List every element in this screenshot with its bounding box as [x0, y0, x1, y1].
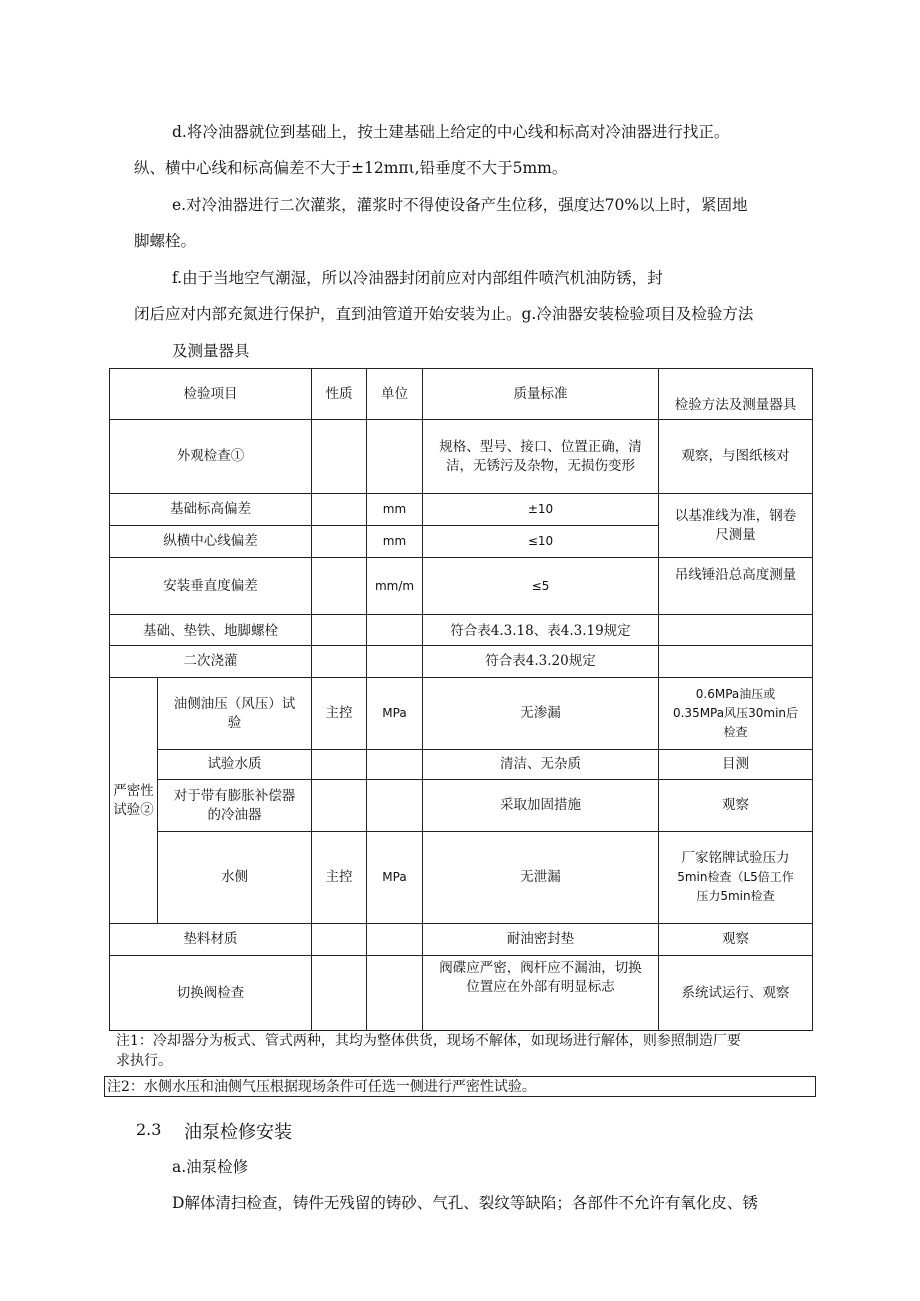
table-row	[110, 678, 813, 750]
cell-item: 切换阀检查	[110, 956, 312, 1031]
cell-item: 基础标高偏差	[110, 494, 312, 526]
cell-item: 对于带有膨胀补偿器 的冷油器	[158, 780, 312, 832]
cell-standard: 规格、型号、接口、位置正确，清 洁，无锈污及杂物，无损伤变形	[423, 420, 659, 494]
cell-standard: ≤5	[423, 558, 659, 615]
subsection-a: a.油泵检修	[172, 1158, 249, 1176]
cell-item: 垫料材质	[110, 924, 312, 956]
cell-method: 0.6MPa油压或 0.35MPa风压30min后 检查	[659, 678, 813, 750]
paragraph-e-cont: 脚螺栓。	[134, 232, 197, 250]
cell-method: 观察	[659, 924, 813, 956]
cell-item: 水侧	[158, 832, 312, 924]
table-row	[110, 420, 813, 494]
paragraph-e: e.对冷油器进行二次灌浆，灌浆时不得使设备产生位移，强度达70%以上时，紧固地	[172, 196, 748, 214]
cell-item: 二次浇灌	[110, 646, 312, 678]
cell-standard: 符合表4.3.20规定	[423, 646, 659, 678]
cell-standard: 采取加固措施	[423, 780, 659, 832]
note-2: 注2：水侧水压和油侧气压根据现场条件可任选一侧进行严密性试验。	[104, 1076, 816, 1097]
table-row	[110, 558, 813, 615]
cell-item: 基础、垫铁、地脚螺栓	[110, 615, 312, 646]
cell-item: 安装垂直度偏差	[110, 558, 312, 615]
header-nature: 性质	[312, 369, 367, 420]
paragraph-d-cont: 纵、横中心线和标高偏差不大于±12mπι,铅垂度不大于5mm。	[134, 159, 568, 177]
header-item: 检验项目	[110, 369, 312, 420]
cell-method: 以基准线为准，钢卷 尺测量	[659, 494, 813, 558]
cell-method: 观察，与图纸核对	[659, 420, 813, 494]
paragraph-d: d.将冷油器就位到基础上，按土建基础上给定的中心线和标高对冷油器进行找正。	[172, 123, 730, 141]
table-row	[110, 832, 813, 924]
header-standard: 质量标准	[423, 369, 659, 420]
cell-nature: 主控	[312, 678, 367, 750]
paragraph-f: f.由于当地空气潮湿，所以冷油器封闭前应对内部组件喷汽机油防锈，封	[172, 269, 663, 287]
cell-item: 外观检查①	[110, 420, 312, 494]
cell-unit: mm/m	[367, 558, 423, 615]
table-row	[110, 494, 813, 526]
paragraph-d-inspection: D解体清扫检查，铸件无残留的铸砂、气孔、裂纹等缺陷；各部件不允许有氧化皮、锈	[172, 1194, 758, 1212]
cell-standard: ±10	[423, 494, 659, 526]
cell-unit: mm	[367, 526, 423, 558]
tightness-group-cell: 严密性 试验②	[110, 678, 158, 924]
cell-unit: MPa	[367, 832, 423, 924]
note-1: 注1：冷却器分为板式、管式两种，其均为整体供货，现场不解体，如现场进行解体，则参照制造厂要 求执行。	[116, 1033, 741, 1069]
table-row	[110, 615, 813, 646]
cell-unit: mm	[367, 494, 423, 526]
table-header-row	[110, 369, 813, 420]
cell-method: 系统试运行、观察	[659, 956, 813, 1031]
header-method: 检验方法及测量器具	[659, 369, 813, 420]
inspection-table	[109, 368, 813, 1031]
paragraph-g-cont: 及测量器具	[172, 342, 250, 360]
cell-method: 吊线锤沿总高度测量	[659, 558, 813, 615]
cell-standard: ≤10	[423, 526, 659, 558]
cell-nature: 主控	[312, 832, 367, 924]
cell-standard: 清洁、无杂质	[423, 750, 659, 780]
section-title: 油泵检修安装	[184, 1122, 292, 1143]
cell-method: 目测	[659, 750, 813, 780]
cell-standard: 无泄漏	[423, 832, 659, 924]
header-unit: 单位	[367, 369, 423, 420]
cell-method: 厂家铭牌试验压力 5min检查（L5倍工作 压力5min检查	[659, 832, 813, 924]
cell-standard: 无渗漏	[423, 678, 659, 750]
table-row	[110, 646, 813, 678]
table-row	[110, 780, 813, 832]
cell-item: 试验水质	[158, 750, 312, 780]
section-number: 2.3	[136, 1120, 162, 1139]
table-row	[110, 924, 813, 956]
table-row	[110, 750, 813, 780]
cell-standard: 耐油密封垫	[423, 924, 659, 956]
cell-item: 油侧油压（风压）试 验	[158, 678, 312, 750]
cell-unit: MPa	[367, 678, 423, 750]
cell-method: 观察	[659, 780, 813, 832]
cell-item: 纵横中心线偏差	[110, 526, 312, 558]
paragraph-f-cont: 闭后应对内部充氮进行保护，直到油管道开始安装为止。g.冷油器安装检验项目及检验方法	[134, 305, 754, 323]
cell-standard: 阀碟应严密，阀杆应不漏油，切换 位置应在外部有明显标志	[423, 956, 659, 1031]
cell-standard: 符合表4.3.18、表4.3.19规定	[423, 615, 659, 646]
table-row	[110, 956, 813, 1031]
